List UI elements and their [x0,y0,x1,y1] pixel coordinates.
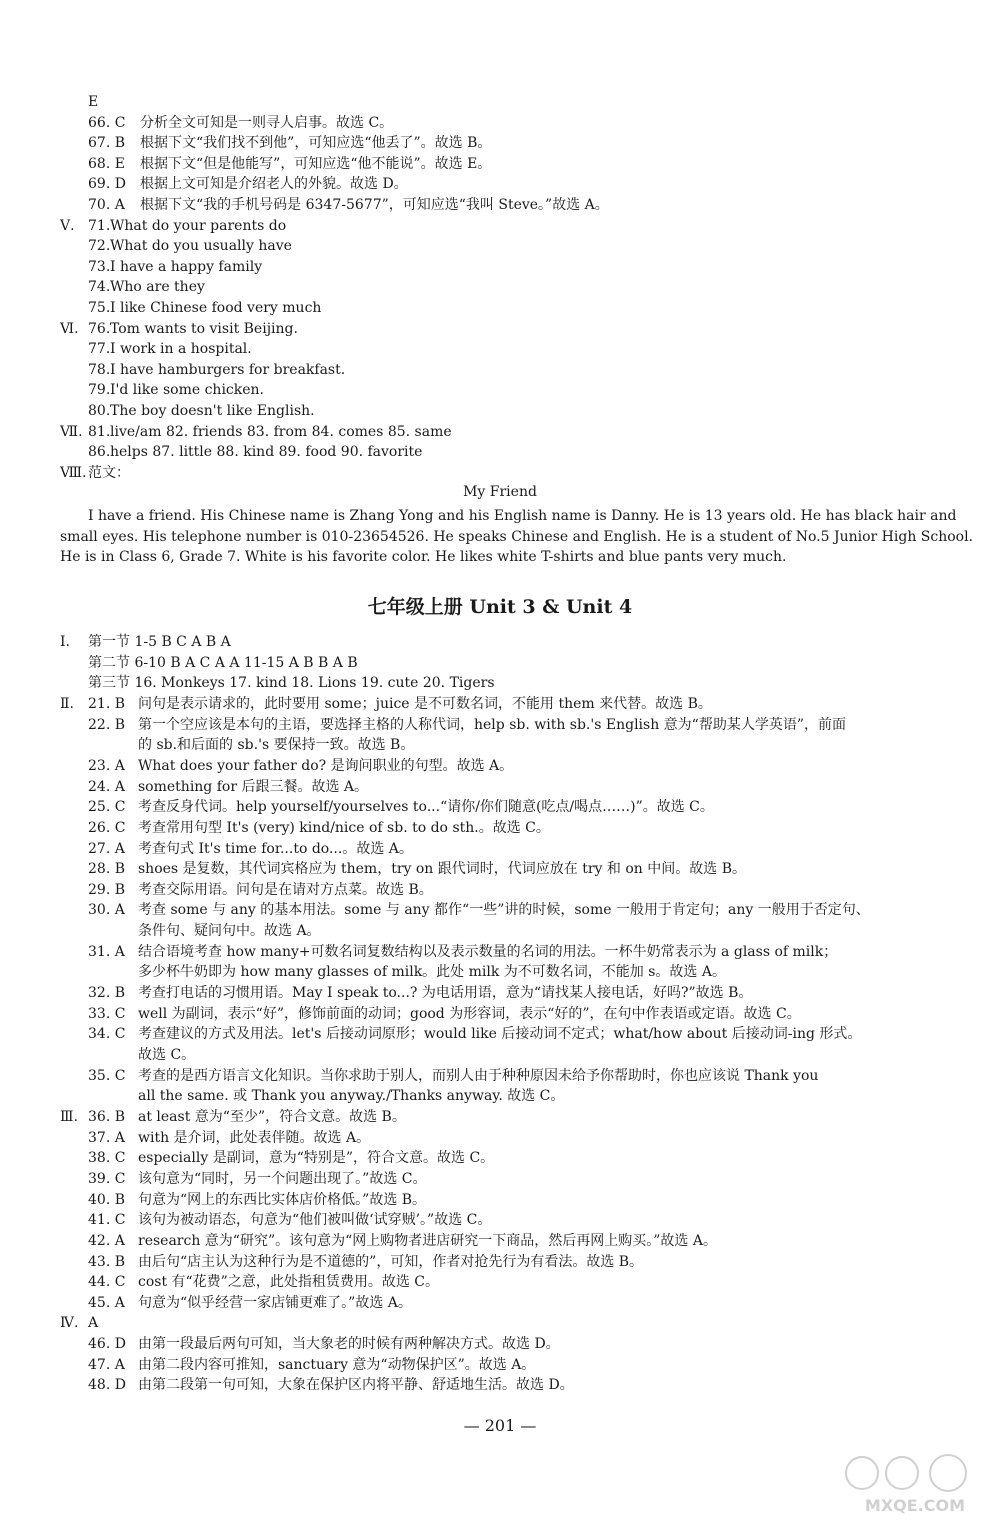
question-number: 74. [88,279,111,296]
answer-text: 该句意为“同时，另一个问题出现了。”故选 C。 [138,1170,427,1187]
answer-text: 第一个空应该是本句的主语，要选择主格的人称代词，help sb. with sb.'s English 意为“帮助某人学英语”，前面 [138,716,846,733]
section-numeral: Ⅴ. [60,217,75,234]
answer-text: helps 87. little 88. kind 89. food 90. favorite [110,444,423,461]
question-number: 86. [88,444,111,461]
question-number: 40. B [88,1191,126,1208]
answer-text: E [88,94,99,110]
question-number: 38. C [88,1150,126,1167]
question-number: 75. [88,300,111,316]
question-number: 30. A [88,902,125,919]
answer-text: well 为副词，表示“好”，修饰前面的动词；good 为形容词，表示“好的”，在句中作表语或定语。故选 C。 [138,1005,801,1022]
answer-text: I like Chinese food very much [110,300,322,316]
essay-line: small eyes. His telephone number is 010-23654526. He speaks Chinese and English. He is a student of No.5 Junior High School. [60,528,974,545]
question-number: 73. [88,258,111,275]
question-number: 79. [88,382,111,399]
question-number: 35. C [88,1067,126,1084]
answer-text: 第三节 16. Monkeys 17. kind 18. Lions 19. cute 20. Tigers [88,675,495,692]
question-number: 28. B [88,861,126,878]
answer-text: 结合语境考查 how many+可数名词复数结构以及表示数量的名词的用法。一杯牛奶常表示为 a glass of milk； [138,943,838,960]
section-numeral: Ⅷ. [60,464,87,481]
answer-text: 根据下文“我们找不到他”，可知应选“他丢了”。故选 B。 [140,135,492,152]
answer-text: all the same. 或 Thank you anyway./Thanks anyway. 故选 C。 [138,1088,565,1105]
question-number: 76. [88,320,111,337]
answer-text: with 是介词，此处表伴随。故选 A。 [138,1129,371,1146]
answer-text: A [88,1315,99,1332]
question-number: 42. A [88,1232,125,1249]
answer-text: 分析全文可知是一则寻人启事。故选 C。 [140,114,394,131]
answer-text: 的 sb.和后面的 sb.'s 要保持一致。故选 B。 [138,737,415,754]
answer-text: 考查打电话的习惯用语。May I speak to...? 为电话用语，意为“请找某人接电话，好吗?”故选 B。 [138,985,753,1002]
question-number: 71. [88,217,111,234]
section-numeral: Ⅰ. [60,634,70,650]
question-number: 23. A [88,757,125,774]
question-number: 68. E [88,155,125,172]
section-numeral: Ⅲ. [60,1108,78,1125]
answer-text: shoes 是复数，其代词宾格应为 them，try on 跟代词时，代词应放在 try 和 on 中间。故选 B。 [138,861,746,878]
question-number: 69. D [88,176,126,193]
answer-text: 由第一段最后两句可知，当大象老的时候有两种解决方式。故选 D。 [138,1336,560,1353]
question-number: 81. [88,423,111,440]
answer-text: The boy doesn't like English. [110,403,315,419]
question-number: 45. A [88,1294,125,1311]
question-number: 39. C [88,1170,126,1187]
answer-text: 条件句、疑问句中。故选 A。 [138,923,321,940]
answer-text: research 意为“研究”。该句意为“网上购物者进店研究一下商品，然后再网上购买。”故选 A。 [138,1232,717,1249]
question-number: 32. B [88,985,126,1002]
answer-text: 考查的是西方语言文化知识。当你求助于别人，而别人由于种种原因未给予你帮助时，你也应该说 Thank you [138,1067,819,1084]
question-number: 36. B [88,1108,126,1125]
question-number: 21. B [88,695,126,712]
question-number: 70. A [88,197,125,213]
section-numeral: Ⅳ. [60,1315,79,1332]
essay-line: I have a friend. His Chinese name is Zhang Yong and his English name is Danny. He is 13 years old. He has black hair and [88,508,957,524]
answer-text: something for 后跟三餐。故选 A。 [138,778,369,795]
answer-text: 由第二段内容可推知，sanctuary 意为“动物保护区”。故选 A。 [138,1356,536,1373]
svg-text:MXQE.COM: MXQE.COM [864,1496,966,1515]
section-numeral: Ⅶ. [60,423,83,440]
watermark-logo [840,1449,990,1521]
answer-text: 考查常用句型 It's (very) kind/nice of sb. to do sth.。故选 C。 [138,819,550,836]
answer-text: I have hamburgers for breakfast. [110,361,346,378]
answer-text: I have a happy family [110,258,263,275]
question-number: 31. A [88,943,125,960]
question-number: 29. B [88,881,126,898]
answer-text: 多少杯牛奶即为 how many glasses of milk。此处 milk 为不可数名词，不能加 s。故选 A。 [138,964,726,981]
answer-text: 根据上文可知是介绍老人的外貌。故选 D。 [140,176,408,193]
question-number: 48. D [88,1377,126,1394]
question-number: 66. C [88,114,126,131]
question-number: 27. A [88,840,125,857]
answer-text: 考查建议的方式及用法。let's 后接动词原形；would like 后接动词不定式；what/how about 后接动词-ing 形式。 [138,1026,862,1043]
question-number: 34. C [88,1026,126,1043]
question-number: 43. B [88,1253,126,1270]
answer-text: 由后句“店主认为这种行为是不道德的”，可知，作者对抢先行为有看法。故选 B。 [138,1253,644,1270]
question-number: 46. D [88,1336,126,1353]
answer-text: What do your parents do [110,217,287,234]
question-number: 77. [88,341,111,358]
question-number: 25. C [88,799,126,816]
answer-text: 范文： [88,464,130,481]
answer-text: I work in a hospital. [110,341,252,358]
answer-text: 考查交际用语。问句是在请对方点菜。故选 B。 [138,881,433,898]
question-number: 26. C [88,819,126,836]
answer-text: Tom wants to visit Beijing. [110,320,298,337]
answer-text: 故选 C。 [138,1047,196,1063]
question-number: 22. B [88,716,126,733]
answer-text: 考查句式 It's time for...to do...。故选 A。 [138,840,413,857]
answer-text: What does your father do? 是询问职业的句型。故选 A。 [138,757,514,774]
answer-text: especially 是副词，意为“特别是”，符合文意。故选 C。 [138,1150,495,1167]
answer-text: What do you usually have [110,238,292,255]
question-number: 24. A [88,778,125,795]
answer-text: 考查 some 与 any 的基本用法。some 与 any 都作“一些”讲的时候，some 一般用于肯定句；any 一般用于否定句、 [138,902,870,919]
answer-text: 由第二段第一句可知，大象在保护区内将平静、舒适地生活。故选 D。 [138,1377,574,1394]
question-number: 80. [88,403,111,419]
unit-title: 七年级上册 Unit 3 & Unit 4 [367,596,633,618]
question-number: 33. C [88,1005,126,1022]
answer-text: 根据下文“但是他能写”，可知应选“他不能说”。故选 E。 [140,155,492,172]
section-numeral: Ⅱ. [60,695,74,712]
essay-title: My Friend [463,484,537,500]
answer-text: I'd like some chicken. [110,382,264,399]
answer-text: 句意为“似乎经营一家店铺更难了。”故选 A。 [138,1294,412,1311]
question-number: 41. C [88,1212,126,1229]
page-number: — 201 — [463,1416,537,1435]
question-number: 47. A [88,1356,125,1373]
answer-text: live/am 82. friends 83. from 84. comes 85. same [110,423,452,440]
answer-text: cost 有“花费”之意，此处指租赁费用。故选 C。 [138,1274,440,1291]
answer-text: 考查反身代词。help yourself/yourselves to...“请你/你们随意(吃点/喝点……)”。故选 C。 [138,799,714,816]
answer-text: Who are they [110,279,205,296]
section-numeral: Ⅵ. [60,320,79,337]
question-number: 78. [88,361,111,378]
essay-line: He is in Class 6, Grade 7. White is his favorite color. He likes white T-shirts and blue pants very much. [60,549,787,566]
answer-text: 第二节 6-10 B A C A A 11-15 A B B A B [88,654,358,671]
answer-text: 句意为“网上的东西比实体店价格低。”故选 B。 [138,1191,427,1208]
answer-text: 该句为被动语态，句意为“他们被叫做‘试穿贼’。”故选 C。 [138,1212,492,1229]
question-number: 44. C [88,1274,126,1291]
answer-text: 根据下文“我的手机号码是 6347-5677”，可知应选“我叫 Steve。”故选 A。 [140,197,609,213]
answer-text: 问句是表示请求的，此时要用 some；juice 是不可数名词，不能用 them 来代替。故选 B。 [138,695,712,712]
question-number: 72. [88,238,111,255]
answer-text: 第一节 1-5 B C A B A [88,634,231,650]
answer-text: at least 意为“至少”，符合文意。故选 B。 [138,1108,406,1125]
question-number: 67. B [88,135,126,152]
question-number: 37. A [88,1129,125,1146]
